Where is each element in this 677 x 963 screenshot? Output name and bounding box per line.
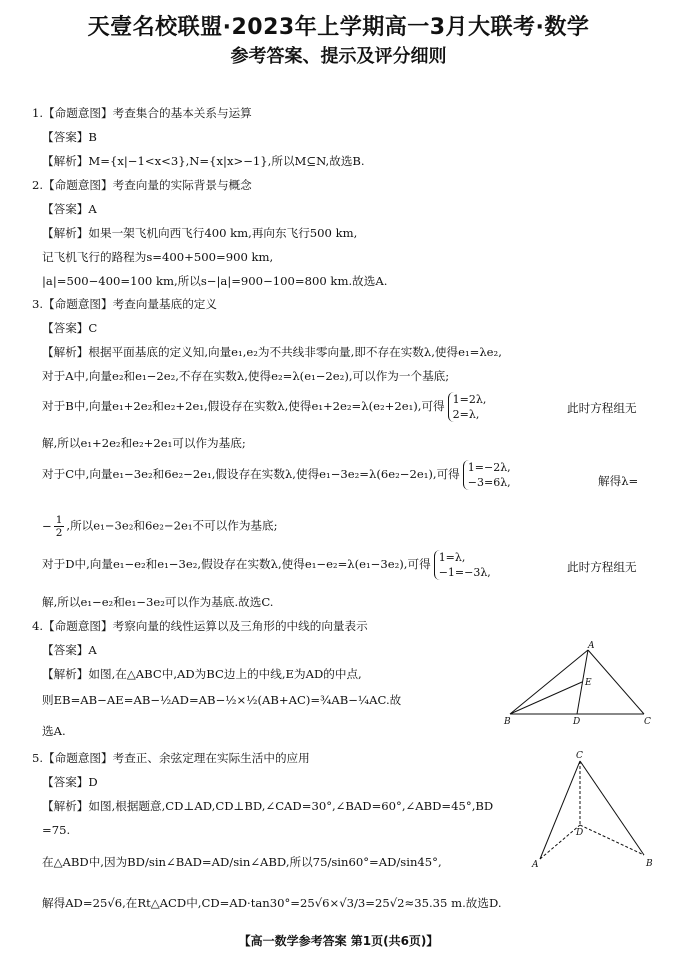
q2-answer: 【答案】A (42, 202, 97, 216)
label-a: A (588, 641, 595, 651)
q3-explanation-4: 解,所以e₁+2e₂和e₂+2e₁可以作为基底; (42, 436, 246, 450)
q5-heading: 5.【命题意图】考查正、余弦定理在实际生活中的应用 (32, 751, 310, 765)
minus-half: − $\frac{1}{2}$ (42, 514, 63, 539)
q3-case-b-tail: 此时方程组无 (567, 401, 637, 415)
q4-explanation-3: 选A. (42, 724, 66, 738)
edge-ba (510, 650, 588, 714)
q5-explanation-2: =75. (42, 823, 71, 837)
q2-explanation-2: 记飞机飞行的路程为s=400+500=900 km, (42, 250, 274, 264)
q2-explanation-3: |a|=500−400=100 km,所以s−|a|=900−100=800 km.故选A. (42, 274, 388, 288)
label-b: B (504, 717, 511, 727)
label-a: A (532, 860, 539, 870)
q2-heading: 2.【命题意图】考查向量的实际背景与概念 (32, 178, 252, 192)
label-c: C (576, 751, 583, 761)
label-d: D (573, 717, 581, 727)
q1-answer: 【答案】B (42, 130, 97, 144)
q3-explanation-6: ,所以e₁−3e₂和6e₂−2e₁不可以作为基底; (66, 518, 278, 533)
q3-heading: 3.【命题意图】考查向量基底的定义 (32, 297, 217, 311)
equation-system-c: 1=−2λ, −3=6λ, (463, 460, 511, 490)
q3-explanation-2: 对于A中,向量e₂和e₁−2e₂,不存在实数λ,使得e₂=λ(e₁−2e₂),可以作为一个基底; (42, 369, 450, 383)
q3-case-d-text: 对于D中,向量e₁−e₂和e₁−3e₂,假设存在实数λ,使得e₁−e₂=λ(e₁−3e₂),可得 (42, 557, 431, 571)
q5-explanation-4: 解得AD=25√6,在Rt△ACD中,CD=AD·tan30°=25√6×√3/3=25√2≈35.35 m.故选D. (42, 896, 502, 910)
q3-case-d (42, 550, 491, 580)
q1-heading: 1.【命题意图】考查集合的基本关系与运算 (32, 106, 252, 120)
q2-explanation-1: 【解析】如果一架飞机向西飞行400 km,再向东飞行500 km, (42, 226, 358, 240)
edge-ca (540, 761, 580, 859)
q3-case-b (42, 392, 486, 422)
tetrahedron-figure (528, 745, 658, 870)
q3-explanation-8: 解,所以e₁−e₂和e₁−3e₂可以作为基底.故选C. (42, 595, 274, 609)
q3-explanation-1: 【解析】根据平面基底的定义知,向量e₁,e₂为不共线非零向量,即不存在实数λ,使得e₁=λe₂, (42, 345, 502, 359)
q4-heading: 4.【命题意图】考察向量的线性运算以及三角形的中线的向量表示 (32, 619, 368, 633)
edge-ac (588, 650, 644, 714)
equation-system-b: 1=2λ, 2=λ, (448, 392, 487, 422)
q3-answer: 【答案】C (42, 321, 98, 335)
page-subtitle: 参考答案、提示及评分细则 (230, 46, 447, 67)
q4-answer: 【答案】A (42, 643, 97, 657)
edge-cb (580, 761, 644, 855)
q3-case-c-text: 对于C中,向量e₁−3e₂和6e₂−2e₁,假设存在实数λ,使得e₁−3e₂=λ(6e₂−2e₁),可得 (42, 467, 460, 481)
label-b: B (646, 859, 653, 869)
edge-ad (540, 825, 580, 859)
q5-answer: 【答案】D (42, 775, 98, 789)
q1-explanation: 【解析】M={x|−1<x<3},N={x|x>−1},所以M⊆N,故选B. (42, 154, 365, 168)
q3-case-d-tail: 此时方程组无 (567, 560, 637, 574)
page-title: 天壹名校联盟·2023年上学期高一3月大联考·数学 (87, 15, 590, 40)
q5-explanation-1: 【解析】如图,根据题意,CD⊥AD,CD⊥BD,∠CAD=30°,∠BAD=60°,∠ABD=45°,BD (42, 799, 494, 813)
equation-system-d: 1=λ, −1=−3λ, (434, 550, 491, 580)
q3-case-b-text: 对于B中,向量e₁+2e₂和e₂+2e₁,假设存在实数λ,使得e₁+2e₂=λ(e₂+2e₁),可得 (42, 399, 445, 413)
label-e: E (585, 678, 592, 688)
q3-case-c (42, 460, 511, 490)
q3-case-c-result (42, 514, 278, 539)
q5-explanation-3: 在△ABD中,因为BD/sin∠BAD=AD/sin∠ABD,所以75/sin60°=AD/sin45°, (42, 855, 442, 869)
edge-db (580, 825, 644, 855)
page-footer: 【高一数学参考答案 第1页(共6页)】 (238, 934, 439, 948)
label-d: D (576, 828, 584, 838)
segment-be (510, 682, 582, 714)
label-c: C (644, 717, 651, 727)
q4-explanation-1: 【解析】如图,在△ABC中,AD为BC边上的中线,E为AD的中点, (42, 667, 362, 681)
triangle-abc-figure (500, 640, 660, 730)
q3-case-c-tail: 解得λ= (598, 474, 639, 488)
q4-explanation-2: 则EB=AB−AE=AB−½AD=AB−½×½(AB+AC)=¾AB−¼AC.故 (42, 693, 402, 707)
